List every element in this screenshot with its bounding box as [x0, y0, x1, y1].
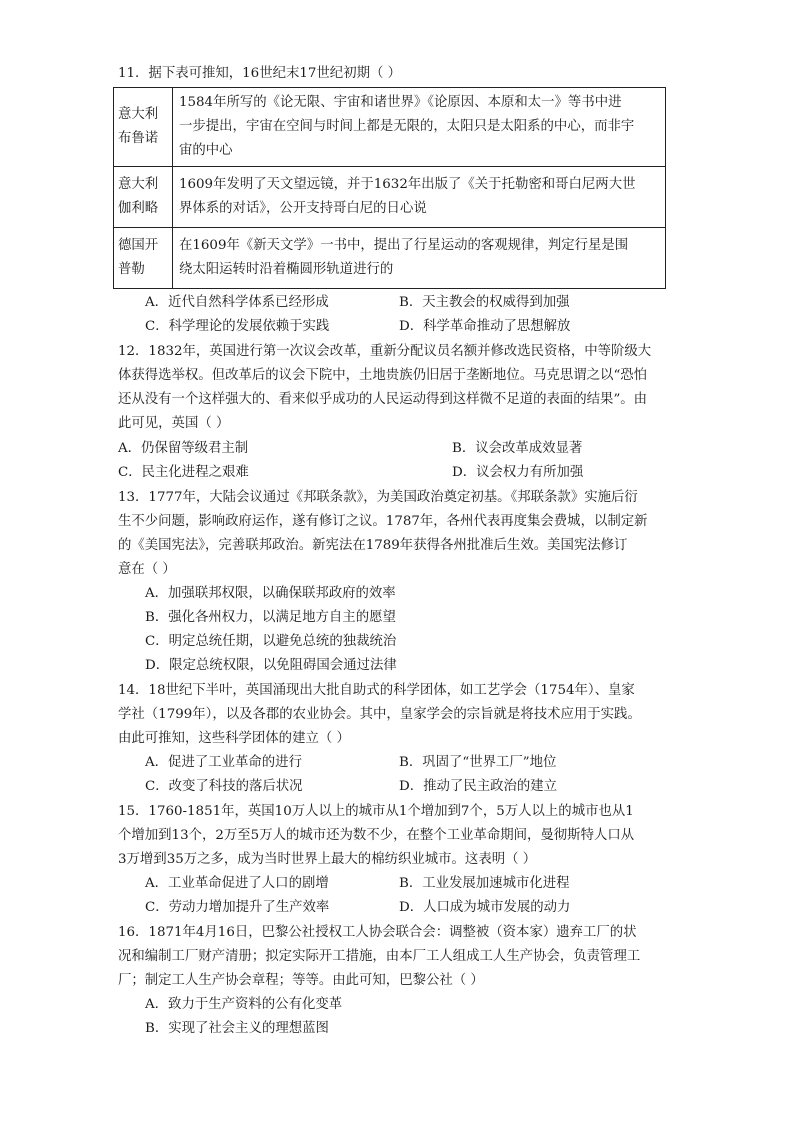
q12-option-a[interactable]: A．仍保留等级君主制	[118, 441, 249, 456]
q12-stem-line: 还从没有一个这样强大的、看来似乎成功的人民运动得到这样微不足道的表面的结果”。由	[118, 392, 648, 407]
q11-option-b[interactable]: B．天主教会的权威得到加强	[399, 295, 570, 310]
q15-option-c[interactable]: C．劳动力增加提升了生产效率	[145, 900, 330, 915]
table-cell-content: 1609年发明了天文望远镜，并于1632年出版了《关于托勒密和哥白尼两大世 界体系的对话》，公开支持哥白尼的日心说	[173, 167, 666, 228]
q16-stem-line: 况和编制工厂财产清册；拟定实际开工措施，由本厂工人组成工人生产协会，负责管理工	[118, 949, 641, 964]
q16-option-b[interactable]: B．实现了社会主义的理想蓝图	[145, 1021, 329, 1036]
q16-stem-line: 厂；制定工人生产协会章程；等等。由此可知，巴黎公社（ ）	[118, 973, 484, 988]
q15-stem-line: 3万增到35万之多，成为当时世界上最大的棉纺织业城市。这表明（ ）	[118, 852, 537, 867]
q14-option-b[interactable]: B．巩固了“世界工厂”地位	[399, 755, 557, 770]
q11-option-d[interactable]: D．科学革命推动了思想解放	[399, 319, 571, 334]
q13-stem-line: 13．1777年，大陆会议通过《邦联条款》，为美国政治奠定初基。《邦联条款》实施后衍	[118, 490, 638, 505]
q13-option-b[interactable]: B．强化各州权力，以满足地方自主的愿望	[145, 610, 396, 625]
q13-stem-line: 生不少问题，影响政府运作，遂有修订之议。1787年，各州代表再度集会费城，以制定新	[118, 514, 648, 529]
q14-stem-line: 由此可推知，这些科学团体的建立（ ）	[118, 731, 350, 746]
q11-stem: 11．据下表可推知，16世纪末17世纪初期（ ）	[118, 66, 402, 81]
q16-option-a[interactable]: A．致力于生产资料的公有化变革	[145, 997, 343, 1012]
q15-option-a[interactable]: A．工业革命促进了人口的剧增	[145, 876, 329, 891]
q14-stem-line: 14．18世纪下半叶，英国涌现出大批自助式的科学团体，如工艺学会（1754年）、皇家	[118, 683, 635, 698]
q11-table	[113, 87, 666, 289]
table-row	[114, 88, 666, 167]
q12-stem-line: 此可见，英国（ ）	[118, 416, 230, 431]
table-cell-name: 意大利 布鲁诺	[114, 88, 173, 167]
table-cell-name: 意大利 伽利略	[114, 167, 173, 228]
q12-stem-line: 体获得选举权。但改革后的议会下院中，土地贵族仍旧居于垄断地位。马克思谓之以“恐怕	[118, 368, 648, 383]
table-cell-name: 德国开 普勒	[114, 228, 173, 289]
q12-option-c[interactable]: C．民主化进程之艰难	[118, 465, 249, 480]
q15-stem-line: 15．1760-1851年，英国10万人以上的城市从1个增加到7个，5万人以上的城市也从1	[118, 804, 634, 819]
table-row	[114, 228, 666, 289]
table-cell-content: 1584年所写的《论无限、宇宙和诸世界》《论原因、本原和太一》等书中进 一步提出，宇宙在空间与时间上都是无限的，太阳只是太阳系的中心，而非宇 宙的中心	[173, 88, 666, 167]
q14-stem-line: 学社（1799年），以及各郡的农业协会。其中，皇家学会的宗旨就是将技术应用于实践。	[118, 707, 641, 722]
table-cell-content: 在1609年《新天文学》一书中，提出了行星运动的客观规律，判定行星是围 绕太阳运转时沿着椭圆形轨道进行的	[173, 228, 666, 289]
table-row	[114, 167, 666, 228]
q12-option-d[interactable]: D．议会权力有所加强	[452, 465, 584, 480]
q13-option-a[interactable]: A．加强联邦权限，以确保联邦政府的效率	[145, 586, 396, 601]
q14-option-d[interactable]: D．推动了民主政治的建立	[399, 779, 558, 794]
q13-option-d[interactable]: D．限定总统权限，以免阻碍国会通过法律	[145, 658, 397, 673]
q15-option-b[interactable]: B．工业发展加速城市化进程	[399, 876, 570, 891]
q14-option-c[interactable]: C．改变了科技的落后状况	[145, 779, 303, 794]
q13-stem-line: 的《美国宪法》，完善联邦政治。新宪法在1789年获得各州批准后生效。美国宪法修订	[118, 538, 628, 553]
q14-option-a[interactable]: A．促进了工业革命的进行	[145, 755, 302, 770]
q13-stem-line: 意在（ ）	[118, 562, 176, 577]
q12-stem-line: 12．1832年，英国进行第一次议会改革，重新分配议员名额并修改选民资格，中等阶级大	[118, 344, 652, 359]
q13-option-c[interactable]: C．明定总统任期，以避免总统的独裁统治	[145, 634, 397, 649]
q11-option-a[interactable]: A．近代自然科学体系已经形成	[145, 295, 329, 310]
q12-option-b[interactable]: B．议会改革成效显著	[452, 441, 583, 456]
q16-stem-line: 16．1871年4月16日，巴黎公社授权工人协会联合会：调整被（资本家）遗弃工厂的状	[118, 925, 637, 940]
q15-option-d[interactable]: D．人口成为城市发展的动力	[399, 900, 571, 915]
q15-stem-line: 个增加到13个，2万至5万人的城市还为数不少，在整个工业革命期间，曼彻斯特人口从	[118, 828, 635, 843]
q11-option-c[interactable]: C．科学理论的发展依赖于实践	[145, 319, 330, 334]
